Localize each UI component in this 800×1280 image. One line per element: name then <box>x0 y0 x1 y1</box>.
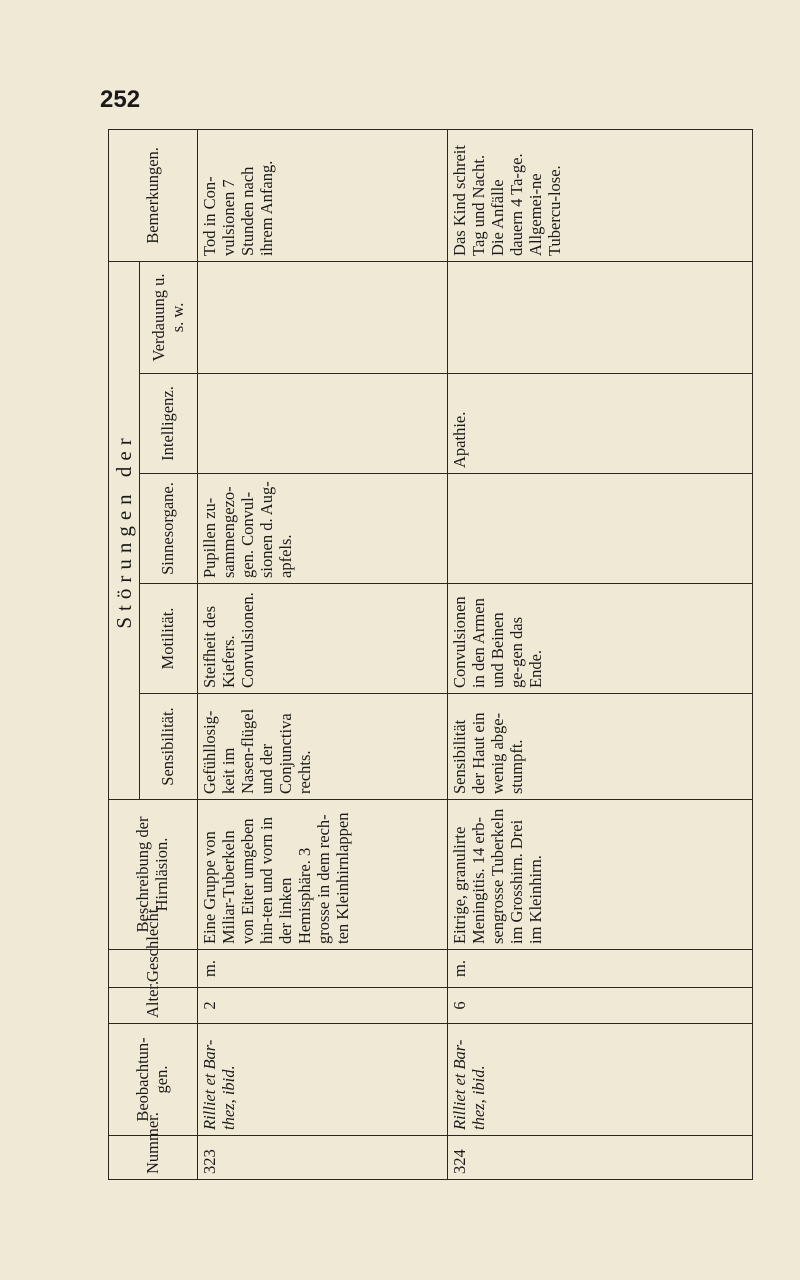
observation-table <box>108 129 753 1180</box>
table-row-323 <box>198 129 448 1179</box>
cell-alter: 6 <box>448 988 753 1024</box>
cell-sensibilitaet: Sensibilität der Haut ein wenig abge-stumpft. <box>448 694 753 800</box>
cell-intelligenz <box>198 374 448 474</box>
cell-hirnlaesion: Eine Gruppe von Miliar-Tuberkeln von Eiter umgeben hin-ten und vorn in der linken Hemisphäre. 3 grosse in dem rech-ten Kleinhirnlappen <box>198 800 448 950</box>
table-row-324 <box>448 129 753 1179</box>
cell-verdauung <box>198 261 448 373</box>
cell-alter: 2 <box>198 988 448 1024</box>
header-sinnesorgane: Sinnesorgane. <box>140 474 198 584</box>
table-frame <box>108 130 800 1174</box>
header-alter: Alter. <box>109 988 198 1024</box>
header-beobachtungen: Beobachtun-gen. <box>109 1024 198 1136</box>
header-bemerkungen: Bemerkungen. <box>109 129 198 261</box>
header-hirnlaesion: Beschreibung der Hirnläsion. <box>109 800 198 950</box>
page-number: 252 <box>100 86 141 113</box>
cell-geschlecht: m. <box>198 950 448 988</box>
cell-sensibilitaet: Gefühllosig-keit im Nasen-flügel und der Conjunctiva rechts. <box>198 694 448 800</box>
cell-nummer: 323 <box>198 1136 448 1180</box>
cell-sinnesorgane: Pupillen zu-sammengezo-gen. Convul-sionen d. Aug-apfels. <box>198 474 448 584</box>
cell-geschlecht: m. <box>448 950 753 988</box>
cell-bemerkungen: Das Kind schreit Tag und Nacht. Die Anfälle dauern 4 Ta-ge. Allgemei-ne Tubercu-lose. <box>448 129 753 261</box>
header-sensibilitaet: Sensibilität. <box>140 694 198 800</box>
header-intelligenz: Intelligenz. <box>140 374 198 474</box>
cell-beobachtungen: Rilliet et Bar-thez, ibid. <box>198 1024 448 1136</box>
cell-beobachtungen: Rilliet et Bar-thez, ibid. <box>448 1024 753 1136</box>
header-geschlecht: Geschlecht. <box>109 950 198 988</box>
cell-nummer: 324 <box>448 1136 753 1180</box>
cell-motilitaet: Steifheit des Kiefers. Convulsionen. <box>198 584 448 694</box>
cell-verdauung <box>448 261 753 373</box>
cell-motilitaet: Convulsionen in den Armen und Beinen ge-gen das Ende. <box>448 584 753 694</box>
header-nummer: Nummer. <box>109 1136 198 1180</box>
header-verdauung: Verdauung u. s. w. <box>140 261 198 373</box>
cell-bemerkungen: Tod in Con-vulsionen 7 Stunden nach ihrem Anfang. <box>198 129 448 261</box>
header-motilitaet: Motilität. <box>140 584 198 694</box>
cell-sinnesorgane <box>448 474 753 584</box>
cell-intelligenz: Apathie. <box>448 374 753 474</box>
header-group-stoerungen: Störungen der <box>109 261 140 799</box>
cell-hirnlaesion: Eitrige, granulirte Meningitis. 14 erb-sengrosse Tuberkeln im Grosshirn. Drei im Kleinhirn. <box>448 800 753 950</box>
